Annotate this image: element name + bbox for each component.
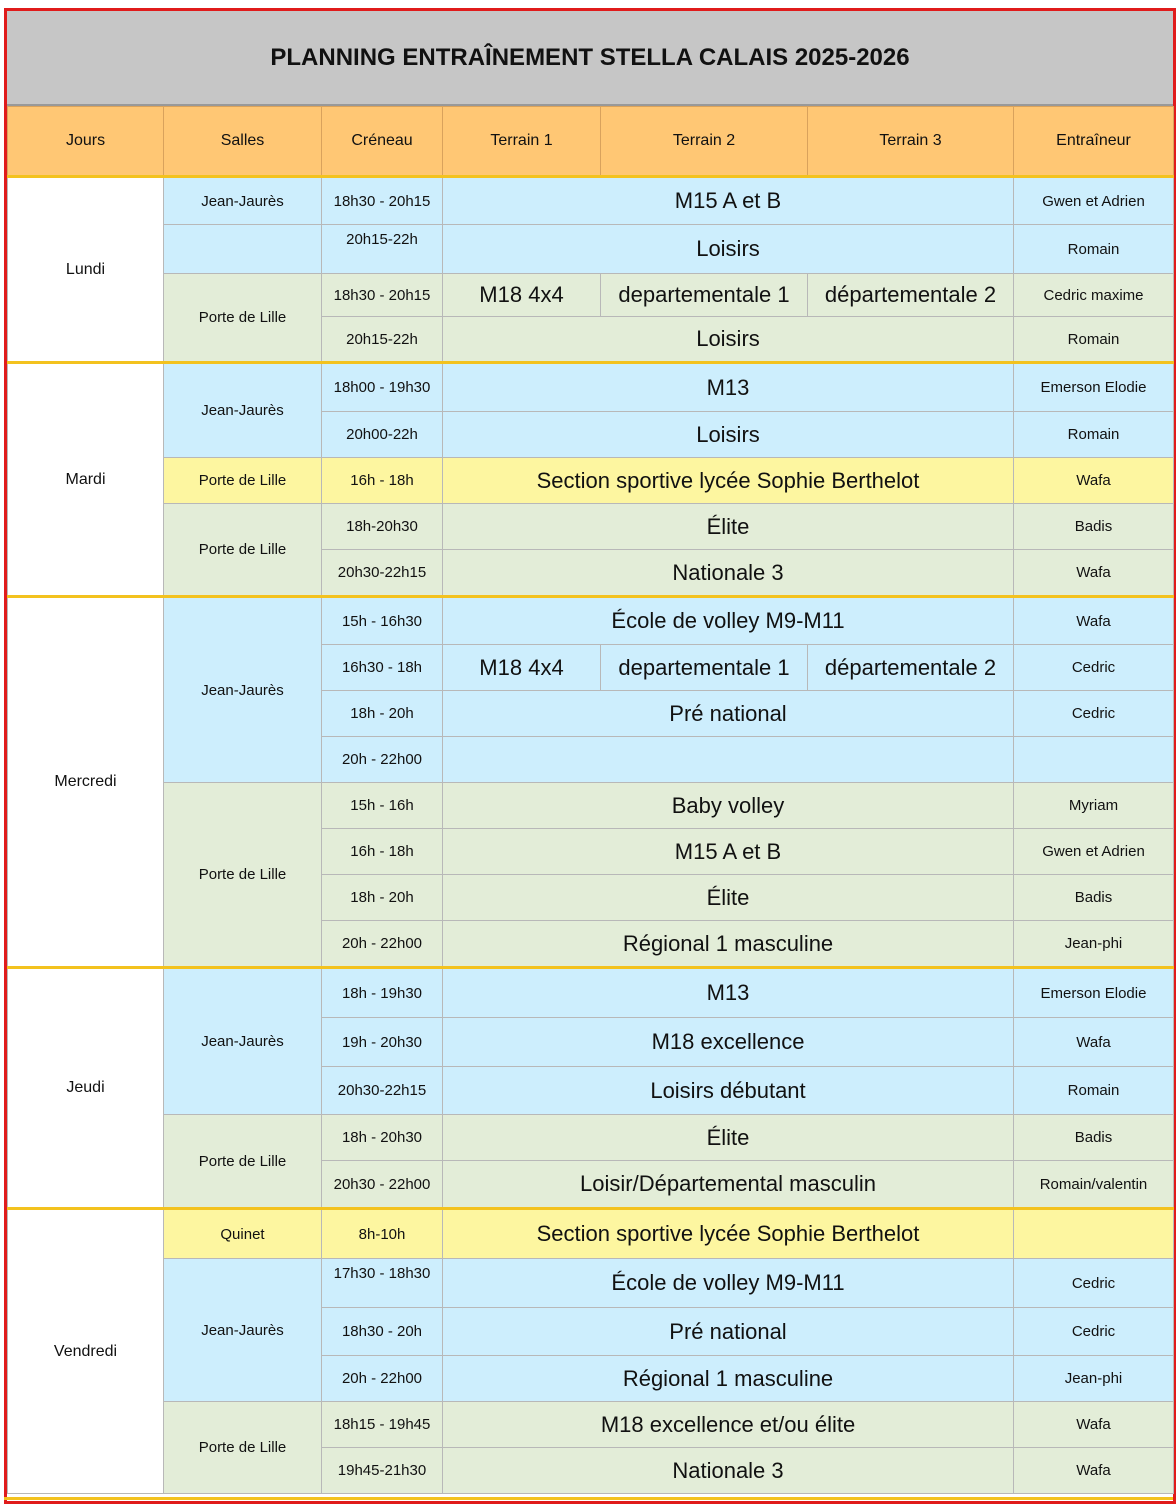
activity-cell: Section sportive lycée Sophie Berthelot [443, 1209, 1014, 1259]
activity-cell: Nationale 3 [443, 550, 1014, 597]
activity-cell: Pré national [443, 691, 1014, 737]
slot-cell: 15h - 16h [322, 783, 443, 829]
coach-cell: Cedric [1014, 691, 1174, 737]
venue-cell: Porte de Lille [164, 1115, 322, 1209]
terrain-1-cell: M18 4x4 [443, 274, 601, 317]
slot-cell: 20h - 22h00 [322, 737, 443, 783]
header-terrain-2: Terrain 2 [601, 107, 808, 177]
activity-cell: M18 excellence [443, 1018, 1014, 1067]
coach-cell: Badis [1014, 1115, 1174, 1161]
slot-cell: 18h-20h30 [322, 504, 443, 550]
slot-cell: 18h - 20h [322, 691, 443, 737]
venue-cell: Porte de Lille [164, 274, 322, 363]
terrain-2-cell: departementale 1 [601, 645, 808, 691]
coach-cell: Cedric [1014, 1308, 1174, 1356]
coach-cell: Gwen et Adrien [1014, 829, 1174, 875]
day-mardi: Mardi [8, 363, 164, 597]
slot-cell: 18h00 - 19h30 [322, 363, 443, 412]
slot-cell: 18h30 - 20h [322, 1308, 443, 1356]
venue-cell: Porte de Lille [164, 783, 322, 968]
table-row [8, 1259, 1174, 1308]
slot-cell: 20h00-22h [322, 412, 443, 458]
venue-cell: Jean-Jaurès [164, 597, 322, 783]
activity-cell: M15 A et B [443, 829, 1014, 875]
slot-cell: 18h - 20h30 [322, 1115, 443, 1161]
table-row [8, 968, 1174, 1018]
activity-cell: M13 [443, 968, 1014, 1018]
slot-cell: 16h30 - 18h [322, 645, 443, 691]
slot-cell: 15h - 16h30 [322, 597, 443, 645]
activity-cell: Régional 1 masculine [443, 1356, 1014, 1402]
slot-cell: 18h30 - 20h15 [322, 177, 443, 225]
table-row [8, 504, 1174, 550]
header-entraineur: Entraîneur [1014, 107, 1174, 177]
coach-cell: Jean-phi [1014, 1356, 1174, 1402]
activity-cell: Section sportive lycée Sophie Berthelot [443, 458, 1014, 504]
coach-cell: Myriam [1014, 783, 1174, 829]
table-row [8, 1209, 1174, 1259]
activity-cell: Régional 1 masculine [443, 921, 1014, 968]
table-row [8, 274, 1174, 317]
venue-cell: Quinet [164, 1209, 322, 1259]
terrain-2-cell: departementale 1 [601, 274, 808, 317]
slot-cell: 18h15 - 19h45 [322, 1402, 443, 1448]
activity-cell: Loisir/Départemental masculin [443, 1161, 1014, 1209]
table-row [8, 225, 1174, 274]
activity-cell: Loisirs débutant [443, 1067, 1014, 1115]
day-lundi: Lundi [8, 177, 164, 363]
activity-cell: Loisirs [443, 225, 1014, 274]
table-row [8, 363, 1174, 412]
day-vendredi: Vendredi [8, 1209, 164, 1494]
terrain-3-cell: départementale 2 [808, 645, 1014, 691]
slot-cell: 18h - 19h30 [322, 968, 443, 1018]
venue-cell: Jean-Jaurès [164, 177, 322, 225]
coach-cell: Cedric maxime [1014, 274, 1174, 317]
terrain-3-cell: départementale 2 [808, 274, 1014, 317]
coach-cell: Gwen et Adrien [1014, 177, 1174, 225]
table-row [8, 177, 1174, 225]
coach-cell: Wafa [1014, 1018, 1174, 1067]
slot-cell: 16h - 18h [322, 458, 443, 504]
slot-cell: 8h-10h [322, 1209, 443, 1259]
coach-cell: Badis [1014, 504, 1174, 550]
coach-cell: Wafa [1014, 550, 1174, 597]
coach-cell: Romain [1014, 1067, 1174, 1115]
venue-cell: Jean-Jaurès [164, 363, 322, 458]
coach-cell: Romain [1014, 317, 1174, 363]
header-creneau: Créneau [322, 107, 443, 177]
header-salles: Salles [164, 107, 322, 177]
coach-cell: Wafa [1014, 458, 1174, 504]
coach-cell: Cedric [1014, 645, 1174, 691]
activity-cell: M13 [443, 363, 1014, 412]
table-row [8, 597, 1174, 645]
header-row [8, 107, 1174, 177]
slot-cell: 20h - 22h00 [322, 1356, 443, 1402]
slot-cell: 18h30 - 20h15 [322, 274, 443, 317]
coach-cell: Wafa [1014, 1402, 1174, 1448]
activity-cell: Loisirs [443, 412, 1014, 458]
activity-cell: Élite [443, 875, 1014, 921]
activity-cell: M18 excellence et/ou élite [443, 1402, 1014, 1448]
coach-cell: Emerson Elodie [1014, 968, 1174, 1018]
venue-cell: Jean-Jaurès [164, 1259, 322, 1402]
coach-cell [1014, 737, 1174, 783]
bottom-separator [4, 1497, 1173, 1500]
venue-cell: Jean-Jaurès [164, 968, 322, 1115]
terrain-1-cell: M18 4x4 [443, 645, 601, 691]
coach-cell: Jean-phi [1014, 921, 1174, 968]
venue-cell: Porte de Lille [164, 504, 322, 597]
activity-cell: École de volley M9-M11 [443, 597, 1014, 645]
day-mercredi: Mercredi [8, 597, 164, 968]
slot-cell: 17h30 - 18h30 [322, 1259, 443, 1308]
coach-cell: Romain/valentin [1014, 1161, 1174, 1209]
coach-cell [1014, 1209, 1174, 1259]
coach-cell: Cedric [1014, 1259, 1174, 1308]
table-row [8, 1402, 1174, 1448]
coach-cell: Emerson Elodie [1014, 363, 1174, 412]
activity-cell: M15 A et B [443, 177, 1014, 225]
activity-cell: Nationale 3 [443, 1448, 1014, 1494]
slot-cell: 20h15-22h [322, 317, 443, 363]
coach-cell: Badis [1014, 875, 1174, 921]
schedule-frame [4, 8, 1176, 1504]
day-jeudi: Jeudi [8, 968, 164, 1209]
slot-cell: 20h15-22h [322, 225, 443, 274]
slot-cell: 16h - 18h [322, 829, 443, 875]
coach-cell: Wafa [1014, 1448, 1174, 1494]
table-row [8, 458, 1174, 504]
table-row [8, 1115, 1174, 1161]
slot-cell: 20h - 22h00 [322, 921, 443, 968]
activity-cell: Élite [443, 1115, 1014, 1161]
table-row [8, 783, 1174, 829]
header-terrain-1: Terrain 1 [443, 107, 601, 177]
page-title: PLANNING ENTRAÎNEMENT STELLA CALAIS 2025-2026 [7, 11, 1173, 106]
slot-cell: 20h30-22h15 [322, 1067, 443, 1115]
venue-cell: Porte de Lille [164, 1402, 322, 1494]
activity-cell: École de volley M9-M11 [443, 1259, 1014, 1308]
activity-cell: Loisirs [443, 317, 1014, 363]
slot-cell: 20h30 - 22h00 [322, 1161, 443, 1209]
coach-cell: Wafa [1014, 597, 1174, 645]
coach-cell: Romain [1014, 412, 1174, 458]
activity-cell: Baby volley [443, 783, 1014, 829]
activity-cell [443, 737, 1014, 783]
slot-cell: 19h - 20h30 [322, 1018, 443, 1067]
slot-cell: 18h - 20h [322, 875, 443, 921]
slot-cell: 20h30-22h15 [322, 550, 443, 597]
venue-cell: Porte de Lille [164, 458, 322, 504]
header-jours: Jours [8, 107, 164, 177]
schedule-table [7, 106, 1174, 1494]
header-terrain-3: Terrain 3 [808, 107, 1014, 177]
slot-cell: 19h45-21h30 [322, 1448, 443, 1494]
activity-cell: Pré national [443, 1308, 1014, 1356]
coach-cell: Romain [1014, 225, 1174, 274]
activity-cell: Élite [443, 504, 1014, 550]
venue-cell-empty [164, 225, 322, 274]
